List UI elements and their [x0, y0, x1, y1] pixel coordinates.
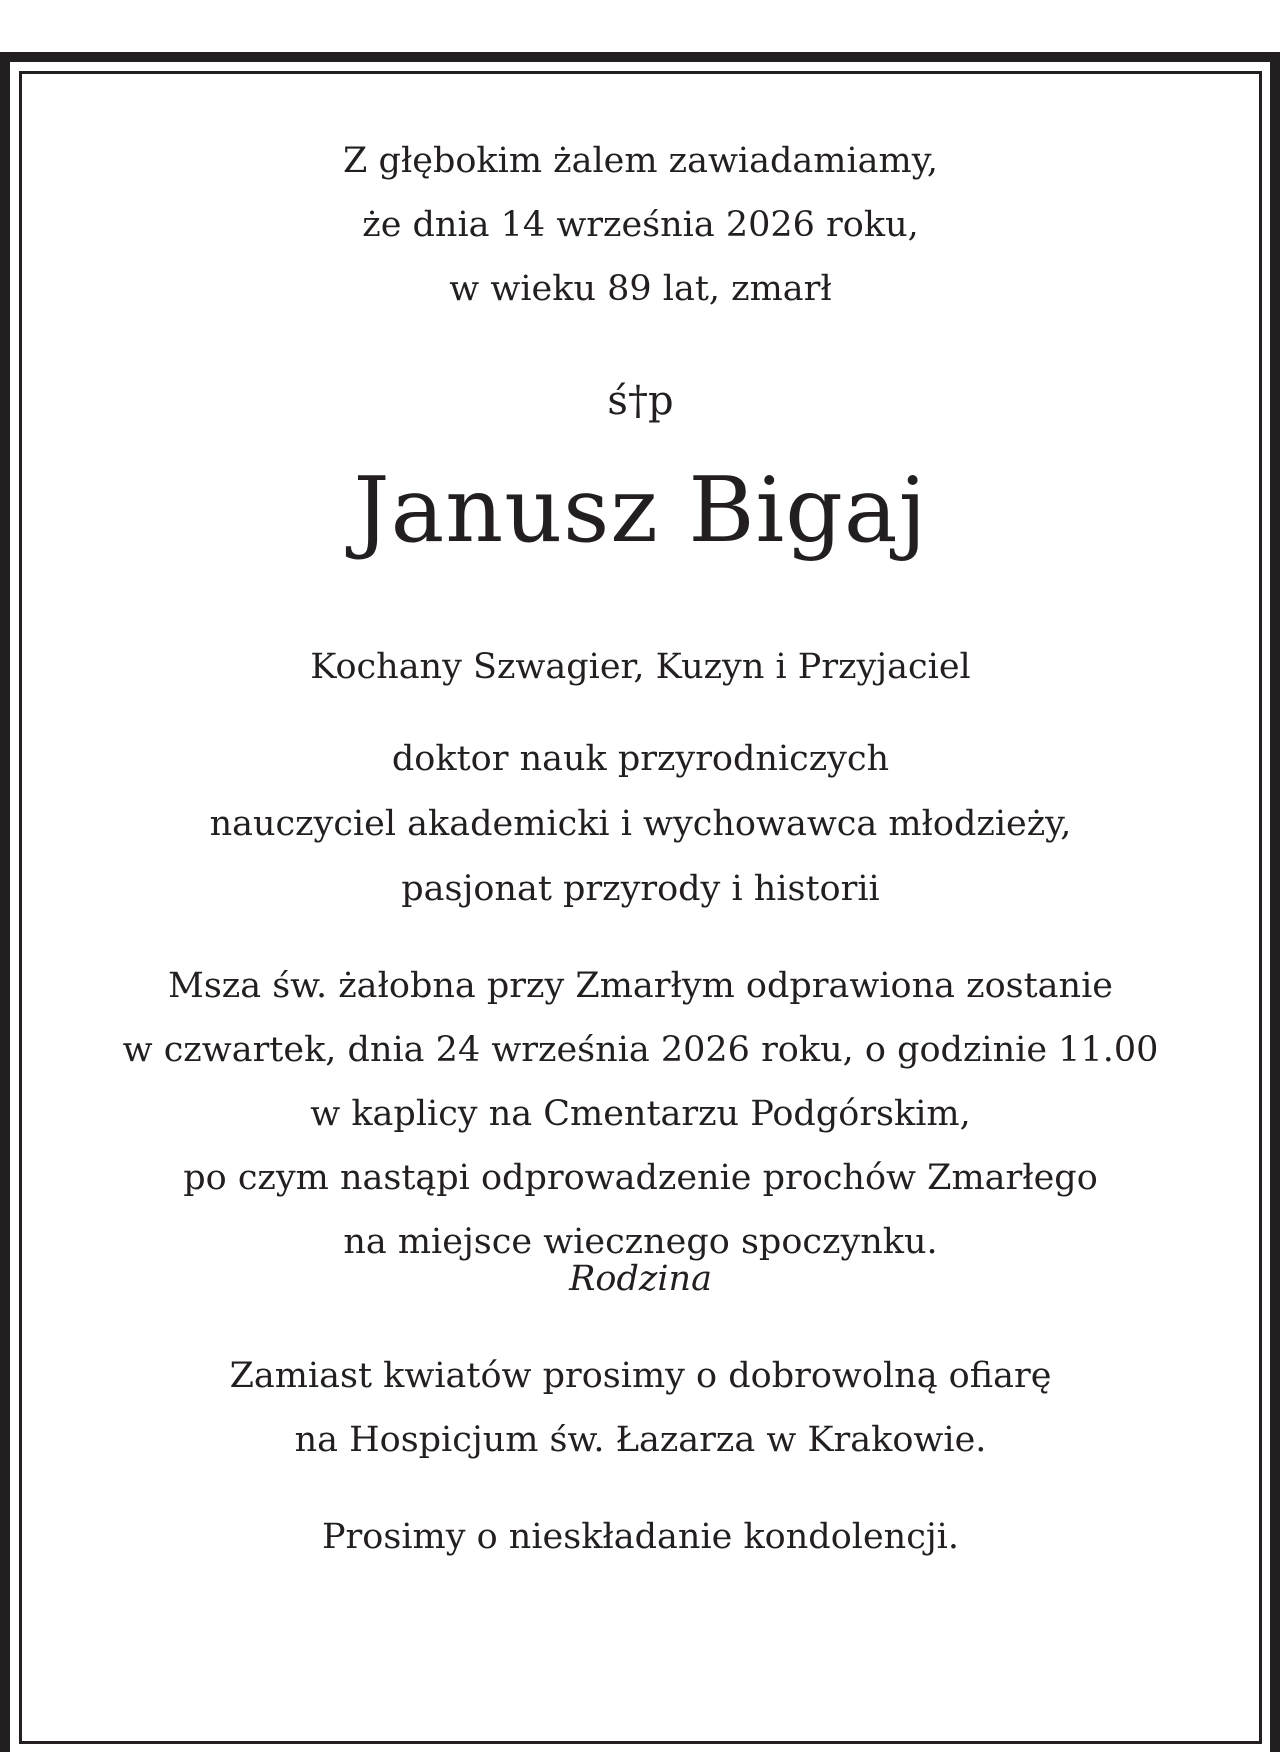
deceased-titles: [22, 727, 1259, 922]
title-line: nauczyciel akademicki i wychowawca młodzieży,: [209, 804, 1072, 844]
mass-line: w czwartek, dnia 24 września 2026 roku, o godzinie 11.00: [122, 1030, 1159, 1070]
funeral-mass-info: [22, 954, 1259, 1274]
donation-request: [22, 1344, 1259, 1472]
stp-cross-symbol: ś†p: [607, 378, 674, 424]
deceased-name: Janusz Bigaj: [353, 458, 928, 563]
intro-line: Z głębokim żalem zawiadamiamy,: [343, 141, 938, 181]
intro-line: w wieku 89 lat, zmarł: [449, 269, 832, 309]
donation-line: Zamiast kwiatów prosimy o dobrowolną ofiarę: [229, 1356, 1052, 1396]
notice-inner-border: [19, 71, 1262, 1744]
mass-line: na miejsce wiecznego spoczynku.: [343, 1222, 938, 1262]
condolences-note: Prosimy o nieskładanie kondolencji.: [322, 1517, 959, 1557]
mass-line: po czym nastąpi odprowadzenie prochów Zmarłego: [183, 1158, 1098, 1198]
relations-line: Kochany Szwagier, Kuzyn i Przyjaciel: [310, 647, 971, 687]
family-signature: Rodzina: [569, 1259, 712, 1299]
mass-line: w kaplicy na Cmentarzu Podgórskim,: [310, 1094, 971, 1134]
title-line: doktor nauk przyrodniczych: [391, 739, 890, 779]
notice-outer-border: [0, 52, 1280, 1752]
donation-line: na Hospicjum św. Łazarza w Krakowie.: [294, 1420, 987, 1460]
announcement-intro: [22, 129, 1259, 321]
title-line: pasjonat przyrody i historii: [401, 869, 880, 909]
intro-line: że dnia 14 września 2026 roku,: [362, 205, 919, 245]
mass-line: Msza św. żałobna przy Zmarłym odprawiona zostanie: [167, 966, 1114, 1006]
